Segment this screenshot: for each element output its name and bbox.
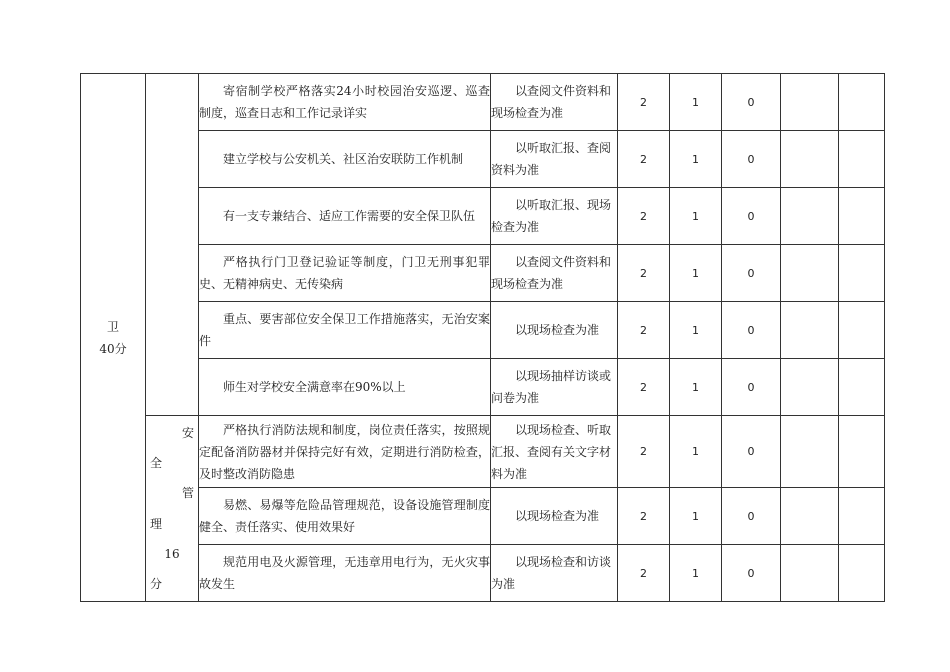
blank-cell bbox=[781, 359, 839, 416]
category-score: 40分 bbox=[99, 341, 127, 356]
blank-cell bbox=[839, 188, 885, 245]
score-partial: 1 bbox=[670, 74, 722, 131]
requirement-cell: 建立学校与公安机关、社区治安联防工作机制 bbox=[199, 131, 491, 188]
score-zero: 0 bbox=[722, 74, 781, 131]
blank-cell bbox=[781, 488, 839, 545]
table-row bbox=[81, 245, 885, 302]
method-cell: 以现场检查为准 bbox=[491, 302, 618, 359]
blank-cell bbox=[781, 74, 839, 131]
requirement-cell: 重点、要害部位安全保卫工作措施落实，无治安案件 bbox=[199, 302, 491, 359]
score-full: 2 bbox=[618, 74, 670, 131]
evaluation-table bbox=[80, 73, 885, 602]
requirement-cell: 师生对学校安全满意率在90%以上 bbox=[199, 359, 491, 416]
subcategory-empty-cell bbox=[146, 74, 199, 416]
score-partial: 1 bbox=[670, 359, 722, 416]
blank-cell bbox=[781, 188, 839, 245]
blank-cell bbox=[781, 245, 839, 302]
requirement-cell: 易燃、易爆等危险品管理规范，设备设施管理制度健全、责任落实、使用效果好 bbox=[199, 488, 491, 545]
score-partial: 1 bbox=[670, 416, 722, 488]
method-cell: 以听取汇报、现场检查为准 bbox=[491, 188, 618, 245]
method-cell: 以查阅文件资料和现场检查为准 bbox=[491, 245, 618, 302]
score-partial: 1 bbox=[670, 188, 722, 245]
blank-cell bbox=[839, 302, 885, 359]
blank-cell bbox=[839, 545, 885, 602]
table-row bbox=[81, 416, 885, 488]
blank-cell bbox=[839, 359, 885, 416]
table-row bbox=[81, 188, 885, 245]
score-zero: 0 bbox=[722, 545, 781, 602]
subcategory-label: 安 全 管 理 16 分 bbox=[150, 425, 194, 592]
score-zero: 0 bbox=[722, 245, 781, 302]
method-cell: 以现场抽样访谈或问卷为准 bbox=[491, 359, 618, 416]
score-partial: 1 bbox=[670, 131, 722, 188]
method-cell: 以现场检查和访谈为准 bbox=[491, 545, 618, 602]
score-zero: 0 bbox=[722, 416, 781, 488]
blank-cell bbox=[839, 74, 885, 131]
blank-cell bbox=[839, 245, 885, 302]
method-cell: 以现场检查为准 bbox=[491, 488, 618, 545]
score-zero: 0 bbox=[722, 131, 781, 188]
blank-cell bbox=[781, 302, 839, 359]
method-cell: 以听取汇报、查阅资料为准 bbox=[491, 131, 618, 188]
table-row bbox=[81, 302, 885, 359]
table-row bbox=[81, 131, 885, 188]
blank-cell bbox=[781, 416, 839, 488]
score-full: 2 bbox=[618, 545, 670, 602]
score-partial: 1 bbox=[670, 245, 722, 302]
score-full: 2 bbox=[618, 302, 670, 359]
score-zero: 0 bbox=[722, 188, 781, 245]
blank-cell bbox=[839, 488, 885, 545]
blank-cell bbox=[781, 131, 839, 188]
table-row bbox=[81, 359, 885, 416]
method-cell: 以现场检查、听取汇报、查阅有关文字材料为准 bbox=[491, 416, 618, 488]
score-full: 2 bbox=[618, 131, 670, 188]
score-partial: 1 bbox=[670, 545, 722, 602]
score-full: 2 bbox=[618, 188, 670, 245]
category-name: 卫 bbox=[106, 319, 119, 334]
score-partial: 1 bbox=[670, 302, 722, 359]
table-row bbox=[81, 74, 885, 131]
score-full: 2 bbox=[618, 245, 670, 302]
score-full: 2 bbox=[618, 359, 670, 416]
subcategory-cell bbox=[146, 416, 199, 602]
blank-cell bbox=[839, 416, 885, 488]
requirement-cell: 严格执行消防法规和制度，岗位责任落实，按照规定配备消防器材并保持完好有效，定期进行消防检查，及时整改消防隐患 bbox=[199, 416, 491, 488]
score-zero: 0 bbox=[722, 488, 781, 545]
score-zero: 0 bbox=[722, 302, 781, 359]
score-full: 2 bbox=[618, 488, 670, 545]
table-row bbox=[81, 545, 885, 602]
blank-cell bbox=[839, 131, 885, 188]
score-full: 2 bbox=[618, 416, 670, 488]
requirement-cell: 有一支专兼结合、适应工作需要的安全保卫队伍 bbox=[199, 188, 491, 245]
blank-cell bbox=[781, 545, 839, 602]
table-row bbox=[81, 488, 885, 545]
requirement-cell: 寄宿制学校严格落实24小时校园治安巡逻、巡查制度，巡查日志和工作记录详实 bbox=[199, 74, 491, 131]
requirement-cell: 严格执行门卫登记验证等制度，门卫无刑事犯罪史、无精神病史、无传染病 bbox=[199, 245, 491, 302]
requirement-cell: 规范用电及火源管理，无违章用电行为，无火灾事故发生 bbox=[199, 545, 491, 602]
score-zero: 0 bbox=[722, 359, 781, 416]
method-cell: 以查阅文件资料和现场检查为准 bbox=[491, 74, 618, 131]
score-partial: 1 bbox=[670, 488, 722, 545]
category-cell bbox=[81, 74, 146, 602]
